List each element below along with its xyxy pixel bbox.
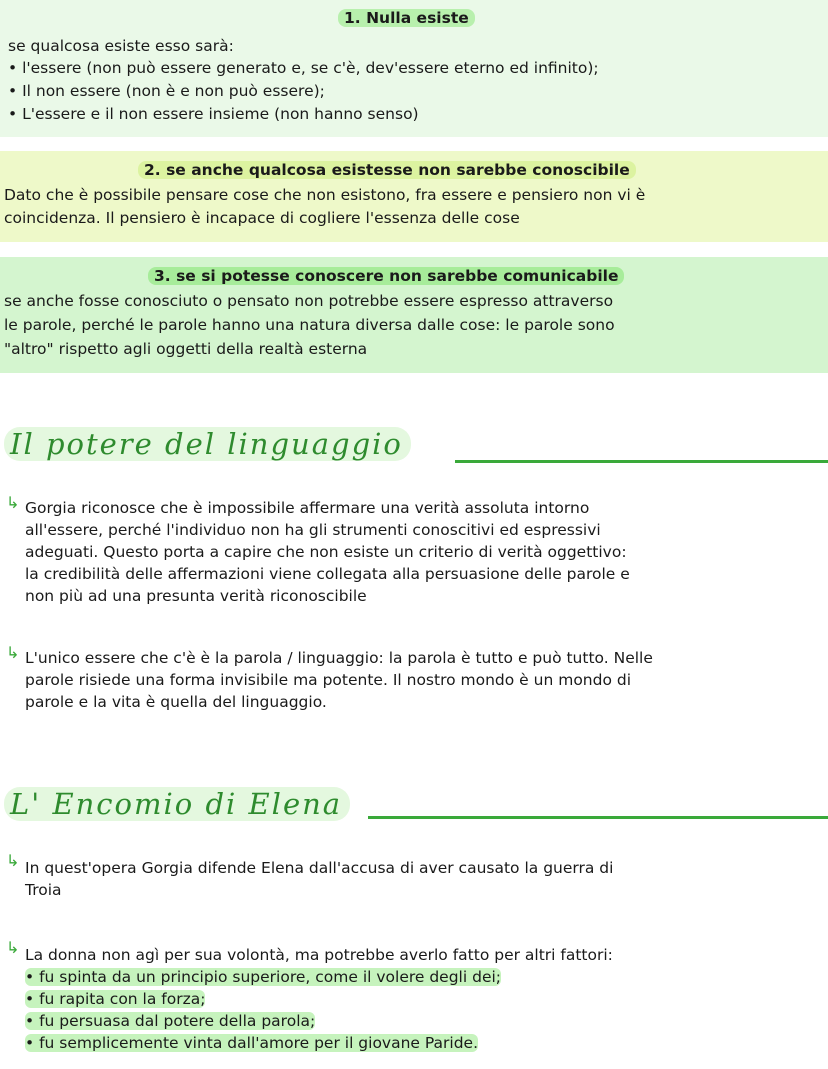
arrow-icon: ↳ [6,938,20,957]
body-line: le parole, perché le parole hanno una natura diversa dalle cose: le parole sono [4,316,615,334]
list-item: • l'essere (non può essere generato e, se c'è, dev'essere eterno ed infinito); [8,59,599,77]
section-title: 1. Nulla esiste [338,9,475,27]
section-nulla-esiste [0,0,828,137]
body-line: Gorgia riconosce che è impossibile affermare una verità assoluta intorno [25,499,590,517]
list-item: • Il non essere (non è e non può essere); [8,82,325,100]
body-line: "altro" rispetto agli oggetti della realtà esterna [4,340,368,358]
section-non-comunicabile [0,257,828,373]
body-line: parole risiede una forma invisibile ma potente. Il nostro mondo è un mondo di [25,671,632,689]
arrow-icon: ↳ [6,851,20,870]
heading-linguaggio: Il potere del linguaggio [4,427,411,461]
body-line: Troia [25,881,62,899]
paragraph-parola [25,647,653,713]
arrow-icon: ↳ [6,643,20,662]
body-line: all'essere, perché l'individuo non ha gli strumenti conoscitivi ed espressivi [25,521,601,539]
list-item: • fu semplicemente vinta dall'amore per il giovane Paride. [25,1034,479,1052]
list-item: • L'essere e il non essere insieme (non hanno senso) [8,105,419,123]
body-line: La donna non agì per sua volontà, ma potrebbe averlo fatto per altri fattori: [25,946,613,964]
list-item: • fu rapita con la forza; [25,990,206,1008]
body-line: In quest'opera Gorgia difende Elena dall'accusa di aver causato la guerra di [25,859,614,877]
heading-elena: L' Encomio di Elena [4,787,350,821]
intro-text: se qualcosa esiste esso sarà: [8,37,234,55]
paragraph-volonta [25,944,613,1054]
section-non-conoscibile [0,151,828,242]
body-line: coincidenza. Il pensiero è incapace di cogliere l'essenza delle cose [4,209,520,227]
body-line: L'unico essere che c'è è la parola / linguaggio: la parola è tutto e può tutto. Nelle [25,649,653,667]
section-title: 3. se si potesse conoscere non sarebbe comunicabile [148,267,624,285]
section-title: 2. se anche qualcosa esistesse non sarebbe conoscibile [138,161,636,179]
paragraph-gorgia [25,497,630,607]
paragraph-opera [25,857,613,901]
list-item: • fu persuasa dal potere della parola; [25,1012,316,1030]
heading-rule [368,816,828,819]
body-line: la credibilità delle affermazioni viene collegata alla persuasione delle parole e [25,565,630,583]
body-line: Dato che è possibile pensare cose che non esistono, fra essere e pensiero non vi è [4,186,646,204]
body-line: parole e la vita è quella del linguaggio. [25,693,327,711]
list-item: • fu spinta da un principio superiore, come il volere degli dei; [25,968,502,986]
heading-rule [455,460,828,463]
body-line: se anche fosse conosciuto o pensato non potrebbe essere espresso attraverso [4,292,614,310]
arrow-icon: ↳ [6,493,20,512]
body-line: adeguati. Questo porta a capire che non esiste un criterio di verità oggettivo: [25,543,627,561]
body-line: non più ad una presunta verità riconoscibile [25,587,367,605]
